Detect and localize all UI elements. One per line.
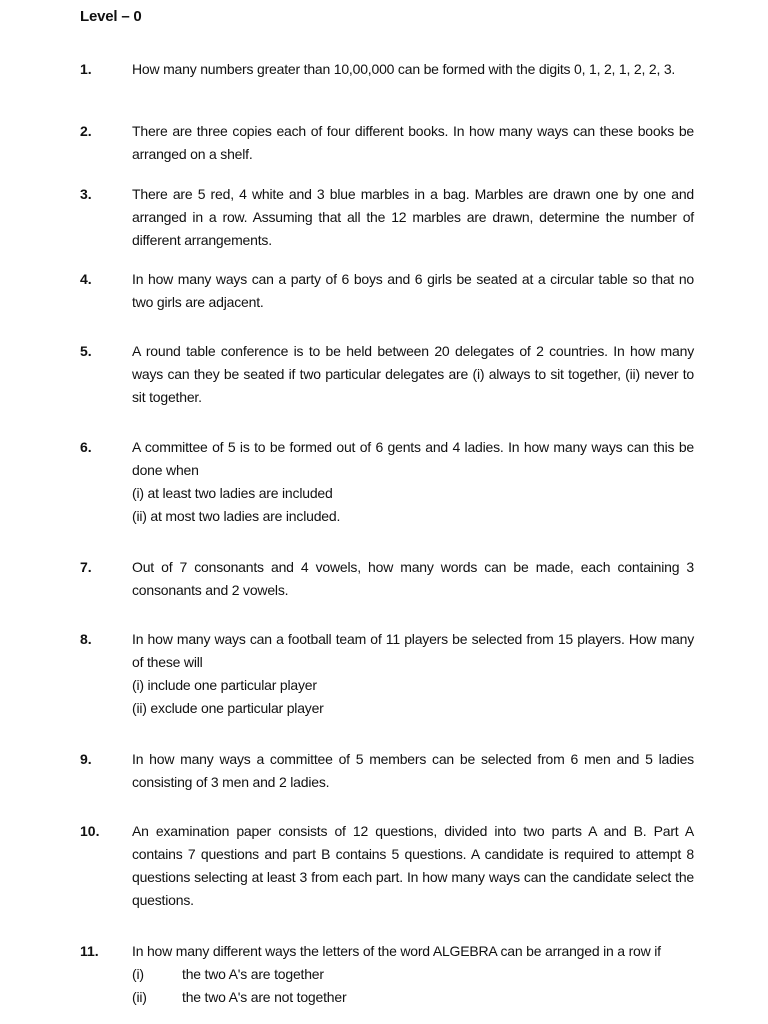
question-text: A round table conference is to be held between 20 delegates of 2 countries. In how many ways can they be seated if two particular delegates are (i) always to sit together, (ii) never to sit together. bbox=[132, 343, 694, 405]
question-text: Out of 7 consonants and 4 vowels, how many words can be made, each containing 3 consonants and 2 vowels. bbox=[132, 559, 694, 598]
question-part: (i) include one particular player bbox=[132, 677, 317, 693]
question-text: How many numbers greater than 10,00,000 can be formed with the digits 0, 1, 2, 1, 2, 2, 3. bbox=[132, 61, 676, 77]
question-number: 6. bbox=[80, 439, 92, 455]
sub-item-marker: (ii) bbox=[132, 989, 147, 1005]
question-text: There are 5 red, 4 white and 3 blue marbles in a bag. Marbles are drawn one by one and arranged in a row. Assuming that all the 12 marbles are drawn, determine the number of different arrangements. bbox=[132, 186, 694, 248]
question-text: An examination paper consists of 12 questions, divided into two parts A and B. Part A contains 7 questions and part B contains 5 questions. A candidate is required to attempt 8 questions selecting at least 3 from each part. In how many ways can the candidate select the questions. bbox=[132, 823, 694, 908]
question-text: A committee of 5 is to be formed out of 6 gents and 4 ladies. In how many ways can this be done when bbox=[132, 439, 694, 478]
question-number: 11. bbox=[80, 943, 99, 959]
question-text: In how many ways can a party of 6 boys and 6 girls be seated at a circular table so that no two girls are adjacent. bbox=[132, 271, 694, 310]
sub-item bbox=[132, 963, 694, 986]
question-text: In how many different ways the letters of the word ALGEBRA can be arranged in a row if bbox=[132, 943, 661, 959]
sub-item-marker: (i) bbox=[132, 966, 144, 982]
question-text: There are three copies each of four different books. In how many ways can these books be arranged on a shelf. bbox=[132, 123, 694, 162]
question-part: (i) at least two ladies are included bbox=[132, 485, 333, 501]
question-number: 1. bbox=[80, 61, 92, 77]
sub-item bbox=[132, 986, 694, 1009]
sub-item-text: the two A's are not together bbox=[182, 989, 347, 1005]
question-number: 9. bbox=[80, 751, 92, 767]
question-number: 3. bbox=[80, 186, 92, 202]
question-number: 7. bbox=[80, 559, 92, 575]
question-number: 5. bbox=[80, 343, 92, 359]
question-text: In how many ways can a football team of 11 players be selected from 15 players. How many of these will bbox=[132, 631, 694, 670]
level-heading: Level – 0 bbox=[80, 8, 142, 25]
question-part: (ii) at most two ladies are included. bbox=[132, 508, 341, 524]
question-number: 8. bbox=[80, 631, 92, 647]
question-part: (ii) exclude one particular player bbox=[132, 700, 324, 716]
sub-item-text: the two A's are together bbox=[182, 966, 324, 982]
question-number: 4. bbox=[80, 271, 92, 287]
question-number: 10. bbox=[80, 823, 100, 839]
question-number: 2. bbox=[80, 123, 92, 139]
question-text: In how many ways a committee of 5 members can be selected from 6 men and 5 ladies consisting of 3 men and 2 ladies. bbox=[132, 751, 694, 790]
